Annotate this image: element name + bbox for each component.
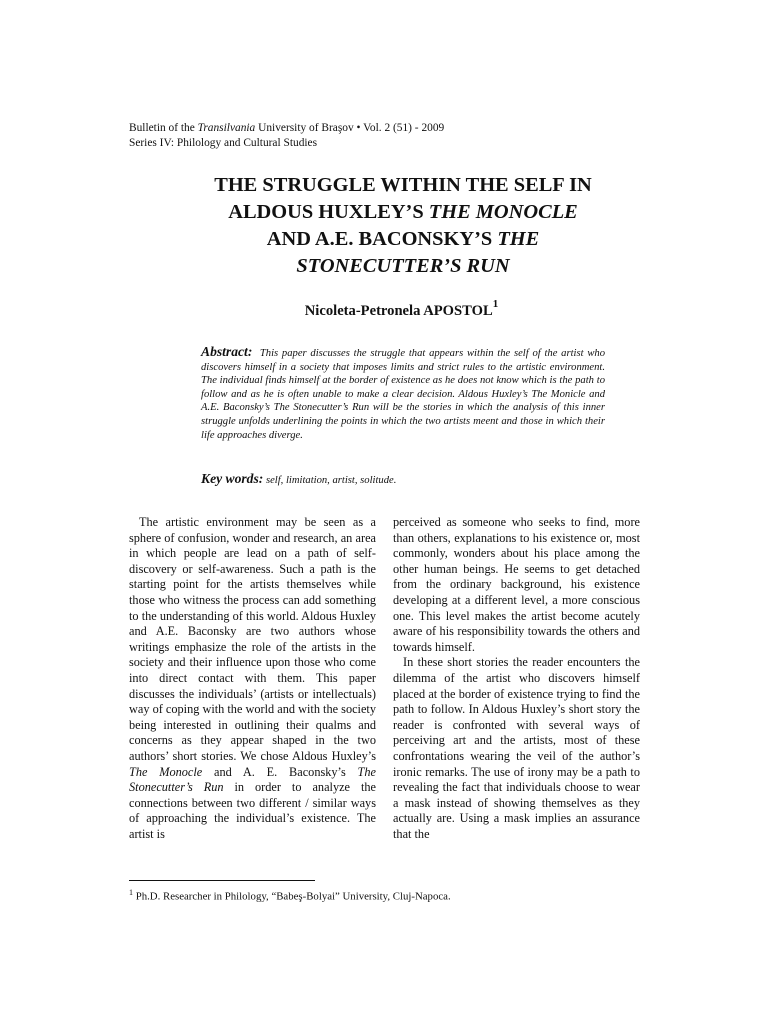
footnote-mark: 1 (129, 888, 133, 897)
journal-header-line2: Series IV: Philology and Cultural Studies (129, 137, 318, 149)
author-name: Nicoleta-Petronela APOSTOL$^1$ (304, 298, 499, 319)
title-line-2: ALDOUS HUXLEY’S THE MONOCLE (228, 201, 578, 223)
journal-header-line1: Bulletin of the Transilvania University of Braşov • Vol. 2 (51) - 2009 (129, 122, 445, 134)
keywords-label: Key words: (201, 471, 264, 486)
title-line-4: STONECUTTER’S RUN (296, 255, 510, 277)
footnote (129, 888, 451, 903)
body-paragraph: The artistic environment may be seen as a sphere of confusion, wonder and research, an area in which people are lead on a path of self-discovery or self-awareness. Such a path is the starting point for the artists themselves while those who witness the process can add something to the understanding of this world. Aldous Huxley and A.E. Baconsky are two authors whose writings emphasize the role of the artists in the society and their influence upon those who come into direct contact with them. This paper discusses the individuals’ (artists or intellectuals) way of coping with the world and with the society being interested in outlining their qualms and concerns as they appear shaped in the two authors’ short stories. We chose Aldous Huxley’s The Monocle and A. E. Baconsky’s The Stonecutter’s Run in order to analyze the connections between two different / similar ways of approaching the individual’s existence. The artist is (129, 515, 376, 841)
title-line-3: AND A.E. BACONSKY’S THE (266, 228, 540, 250)
keywords-text: self, limitation, artist, solitude. (265, 475, 397, 486)
body-column-right (393, 515, 640, 842)
abstract-label: Abstract: (201, 344, 253, 359)
title-line-1: THE STRUGGLE WITHIN THE SELF IN (214, 174, 592, 196)
paper-title (140, 172, 666, 280)
author-footnote-mark: 1 (492, 298, 499, 310)
body-paragraph: In these short stories the reader encounters the dilemma of the artist who discovers himself placed at the border of existence trying to find the path to follow. In Aldous Huxley’s short story the reader is confronted with several ways of perceiving art and the artists, most of these confrontations wearing the veil of the author’s ironic remarks. The use of irony may be a path to revealing the fact that individuals choose to wear a mask instead of showing themselves as they actually are. Using a mask implies an assurance that the (393, 655, 640, 841)
body-paragraph: perceived as someone who seeks to find, more than others, explanations to his existence or, most commonly, wonders about his place among the other human beings. He seems to get detached from the ordinary background, his existence developing at a different level, a more conscious one. This level makes the artist become acutely aware of his responsibility towards the others and towards himself. (393, 515, 640, 654)
journal-header (129, 121, 444, 151)
keywords (201, 471, 605, 487)
body-column-left (129, 515, 376, 842)
footnote-text: Ph.D. Researcher in Philology, “Babeş-Bolyai” University, Cluj-Napoca. (133, 890, 451, 903)
abstract-text: This paper discusses the struggle that appears within the self of the artist who discovers himself in a society that imposes limits and strict rules to the artistic environment. The individual finds himself at the border of existence as he does not know which is the path to follow and as he is often unable to make a clear decision. Aldous Huxley’s The Monicle and A.E. Baconsky’s The Stonecutter’s Run will be the stories in which the analysis of this inner struggle unfolds underlining the points in which the two artists meent and those in which their life approaches diverge. (201, 348, 605, 441)
footnote-divider (129, 880, 315, 881)
abstract (201, 345, 605, 442)
